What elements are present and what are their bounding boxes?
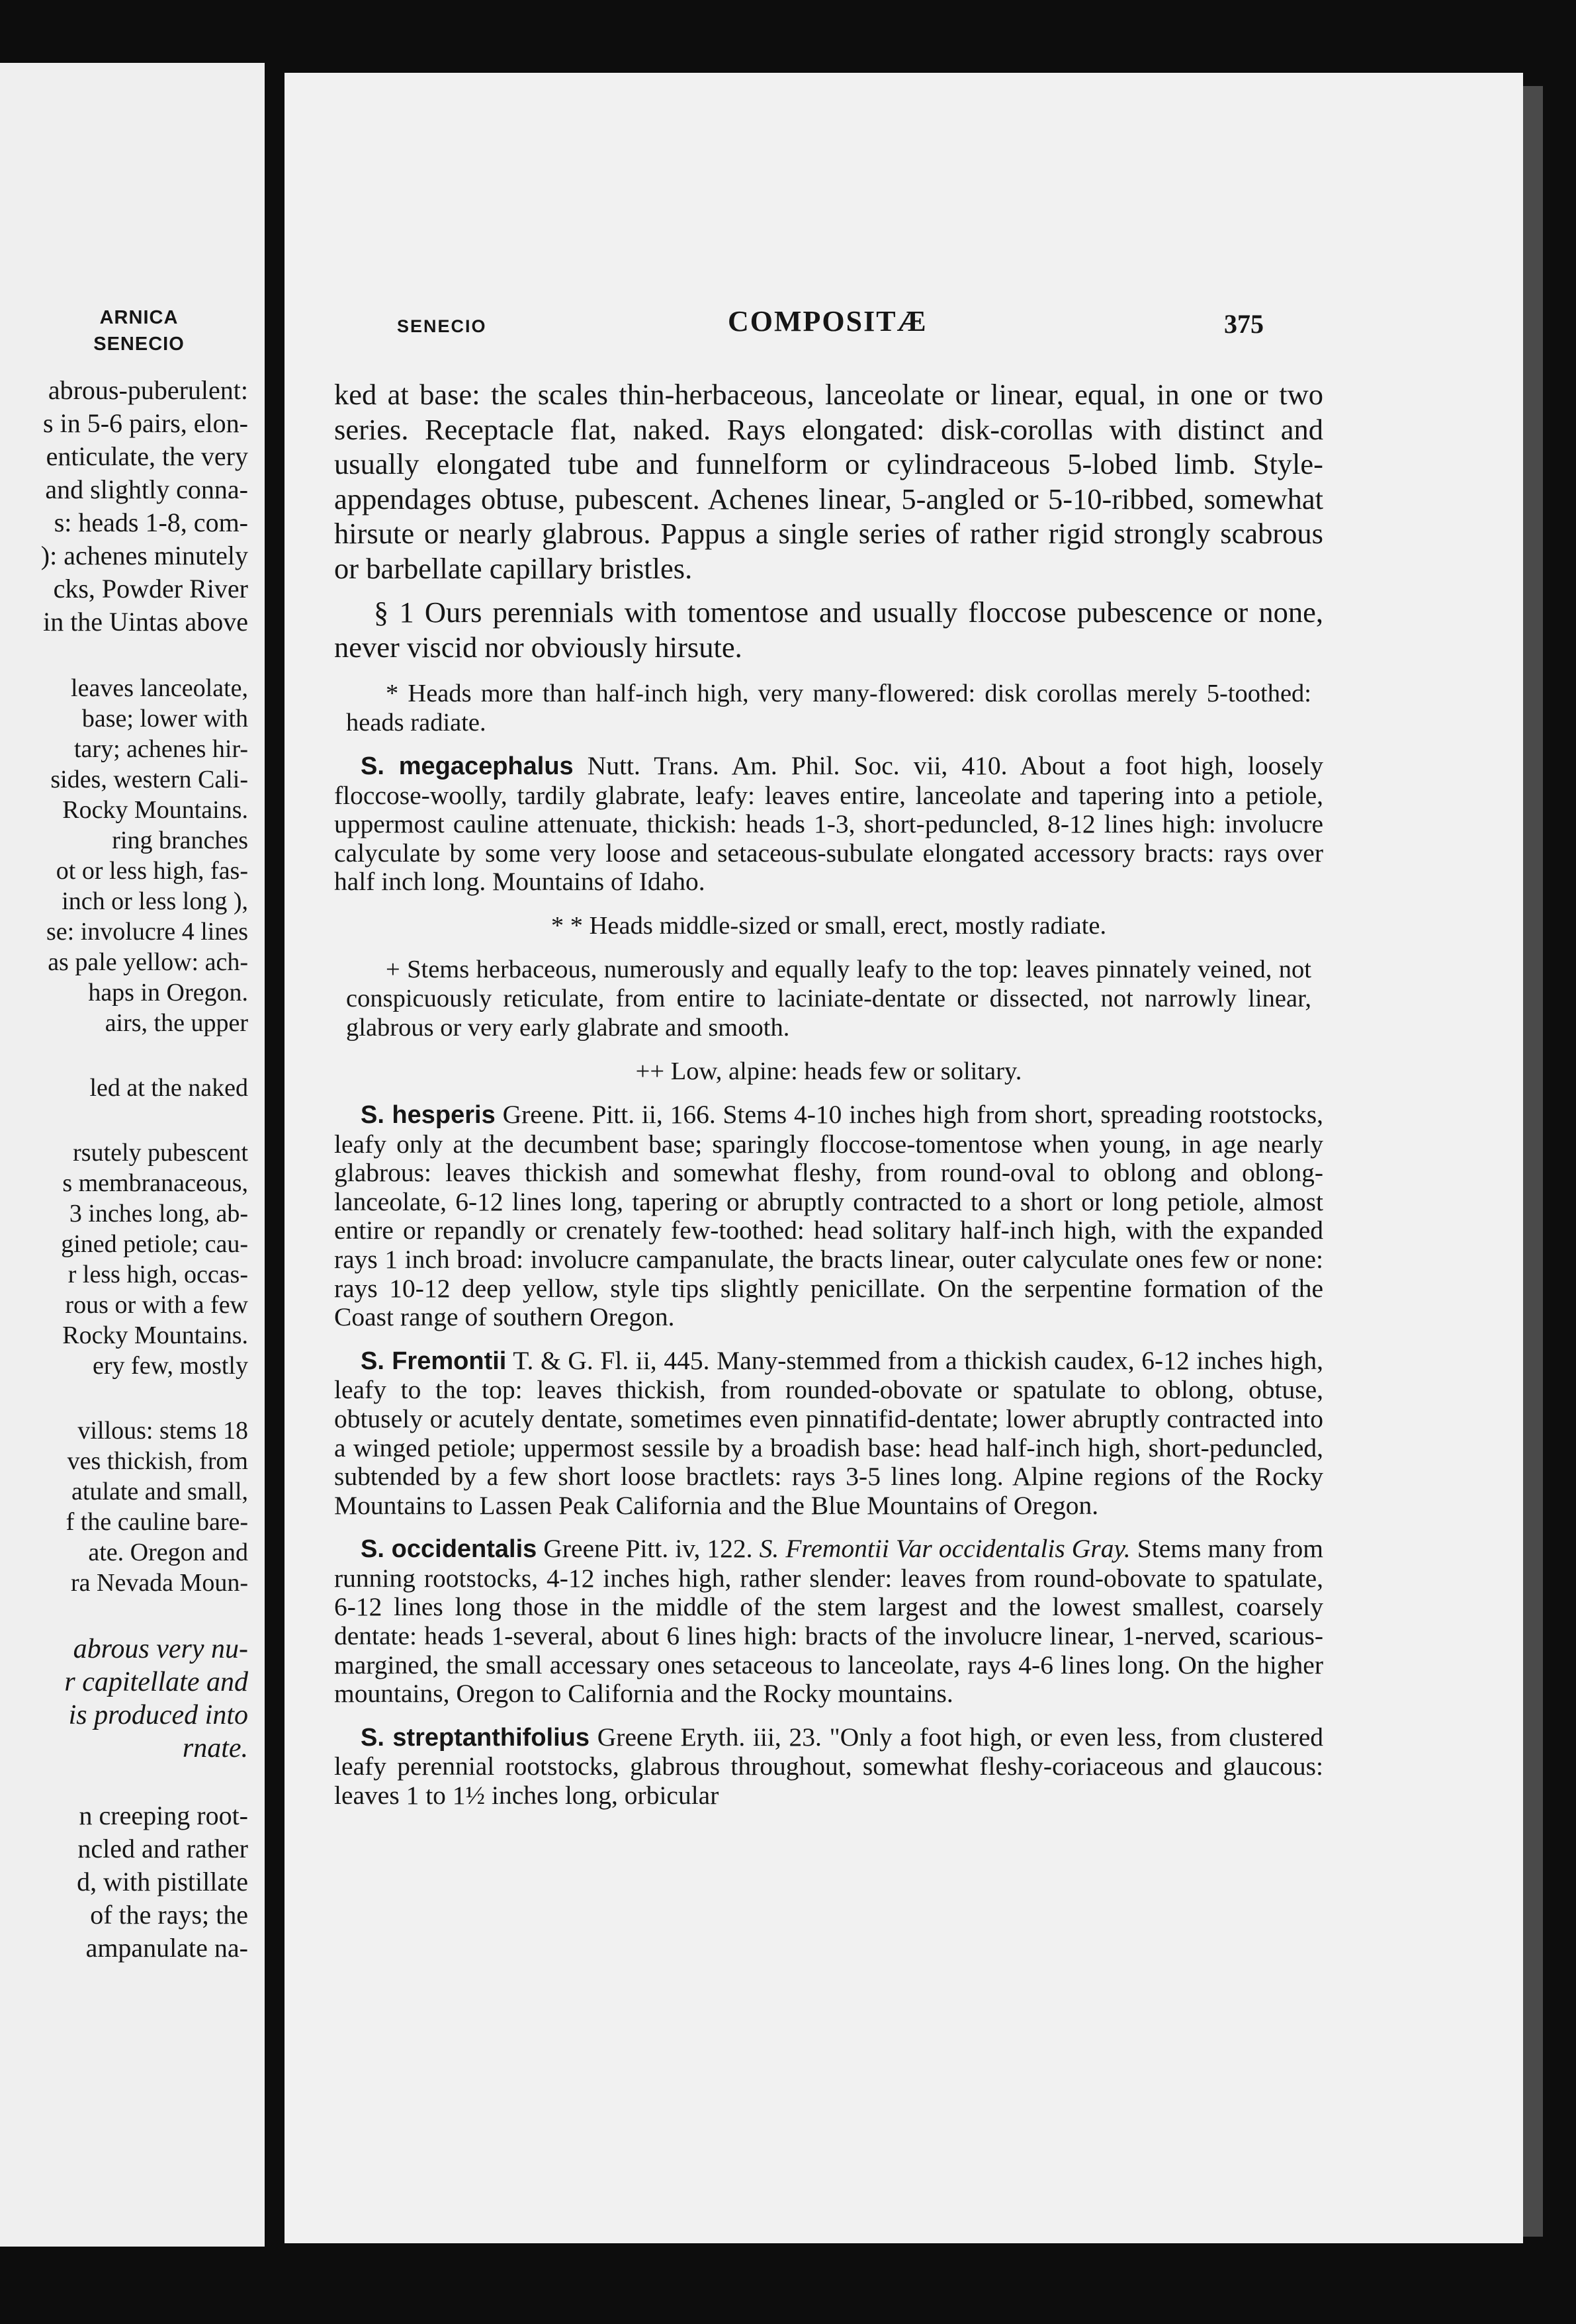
left-text-line: ncled and rather [77, 1834, 248, 1863]
left-text-line: gined petiole; cau- [61, 1230, 248, 1258]
page-body [334, 377, 1323, 1810]
species-name: S. occidentalis [361, 1535, 537, 1564]
left-text-line: led at the naked [89, 1074, 248, 1102]
left-text-line: Rocky Mountains. [62, 796, 248, 824]
left-text-line [0, 1038, 248, 1073]
left-text-line: d, with pistillate [77, 1867, 248, 1897]
species-synonym: S. Fremontii Var occidentalis Gray. [759, 1534, 1131, 1564]
left-header-line-1: ARNICA [99, 307, 179, 328]
left-page-header [86, 304, 192, 357]
left-text-line: ra Nevada Moun- [70, 1569, 248, 1597]
left-text-line [0, 639, 248, 673]
left-text-line: base; lower with [81, 705, 248, 733]
key-low-alpine: ++ Low, alpine: heads few or solitary. [635, 1057, 1022, 1085]
species-name: S. streptanthifolius [361, 1723, 590, 1752]
species-citation: Greene Pitt. iv, 122. [543, 1534, 753, 1564]
left-text-line: abrous-puberulent: [48, 375, 248, 405]
left-text-line: ): achenes minutely [40, 541, 248, 570]
species-entry-occidentalis [334, 1535, 1323, 1709]
species-text: Greene Eryth. iii, 23. "Only a foot high, or even less, from clustered leafy perennial rootstocks, glabrous throughout, somewhat fleshy-coriaceous and glaucous: leaves 1 to 1½ inches long, orbicular [334, 1722, 1323, 1810]
left-text-line: s membranaceous, [62, 1169, 248, 1197]
left-text-line: cks, Powder River [53, 574, 248, 603]
left-text-line: is produced into [68, 1700, 248, 1730]
section-heading: § 1 Ours perennials with tomentose and usually floccose pubescence or none, never viscid nor obviously hirsute. [334, 596, 1323, 664]
species-entry-hesperis [334, 1100, 1323, 1332]
left-text-line: atulate and small, [71, 1478, 248, 1505]
left-header-line-2: SENECIO [93, 334, 185, 355]
left-text-line: n creeping root- [79, 1801, 248, 1830]
left-text-line [0, 1598, 248, 1632]
running-head-genus: SENECIO [397, 316, 487, 336]
left-text-line: ves thickish, from [67, 1447, 248, 1475]
left-text-line: ate. Oregon and [88, 1539, 248, 1566]
key-stems-herbaceous: + Stems herbaceous, numerously and equally leafy to the top: leaves pinnately veined, not conspicuously reticulate, from entire to laciniate-dentate or dissected, not narrowly linear, glabrous or very early glabrate and smooth. [346, 955, 1311, 1042]
species-text: T. & G. Fl. ii, 445. Many-stemmed from a thickish caudex, 6-12 inches high, leafy to the top: leaves thickish, from rounded-obovate or spatulate to oblong, obtuse, obtusely or acutely dentate, sometimes even pinnatifid-dentate; lower abruptly contracted into a winged petiole; uppermost sessile by a broadish base: head half-inch high, short-peduncled, subtended by a few short loose bractlets: rays 3-5 lines long. Alpine regions of the Rocky Mountains to Lassen Peak California and the Blue Mountains of Oregon. [334, 1345, 1324, 1520]
left-text-line: s: heads 1-8, com- [54, 508, 248, 537]
left-page-text [0, 374, 248, 1965]
left-text-line: enticulate, the very [46, 441, 248, 471]
running-head-family: COMPOSITÆ [728, 305, 928, 337]
species-name: S. Fremontii [361, 1347, 507, 1375]
left-text-line [0, 1103, 248, 1138]
species-text: Stems many from running rootstocks, 4-12 inches high, rather slender: leaves from round-obovate to spatulate, 6-12 lines long those in the middle of the stem largest and the lowest smallest, coarsely dentate: heads 1-several, about 6 lines high: bracts of the involucre linear, 1-nerved, scarious-margined, the small accessary ones setaceous to lanceolate, rays 4-6 lines long. On the higher mountains, Oregon to California and the Rocky mountains. [334, 1534, 1324, 1709]
left-text-line: s in 5-6 pairs, elon- [43, 408, 248, 438]
species-entry-streptanthifolius [334, 1723, 1323, 1810]
key-heads-large: * Heads more than half-inch high, very many-flowered: disk corollas merely 5-toothed: heads radiate. [346, 680, 1311, 737]
left-text-line: abrous very nu- [73, 1634, 248, 1664]
species-name: S. hesperis [361, 1100, 496, 1129]
species-entry-fremontii [334, 1347, 1323, 1521]
left-text-line: sides, western Cali- [50, 766, 248, 793]
left-text-line: inch or less long ), [62, 887, 248, 915]
left-text-line: f the cauline bare- [66, 1508, 248, 1536]
left-text-line: rous or with a few [65, 1291, 248, 1319]
left-text-line [0, 1765, 248, 1799]
left-text-line: and slightly conna- [45, 474, 248, 504]
left-text-line: r less high, occas- [67, 1261, 248, 1288]
left-text-line: ot or less high, fas- [56, 857, 248, 885]
species-name: S. megacephalus [361, 752, 574, 780]
right-page [285, 73, 1523, 2243]
left-text-line: 3 inches long, ab- [69, 1200, 248, 1228]
key-heads-middle-sized: * * Heads middle-sized or small, erect, mostly radiate. [550, 911, 1107, 940]
left-text-line: ery few, mostly [93, 1352, 248, 1380]
left-text-line: in the Uintas above [43, 607, 248, 637]
left-text-line: ring branches [112, 827, 248, 854]
left-text-line [0, 1381, 248, 1415]
running-header [285, 304, 1523, 344]
page-number: 375 [1224, 309, 1264, 339]
left-text-line: se: involucre 4 lines [46, 918, 248, 946]
genus-description-continued: ked at base: the scales thin-herbaceous, lanceolate or linear, equal, in one or two series. Receptacle flat, naked. Rays elongated: disk-corollas with distinct and usually elongated tube and funnelform or cylindraceous 5-lobed limb. Style-appendages obtuse, pubescent. Achenes linear, 5-angled or 5-10-ribbed, somewhat hirsute or nearly glabrous. Pappus a single series of rather rigid strongly scabrous or barbellate capillary bristles. [334, 378, 1323, 585]
species-text: Greene. Pitt. ii, 166. Stems 4-10 inches high from short, spreading rootstocks, leafy only at the decumbent base; sparingly floccose-tomentose when young, in age nearly glabrous: leaves thickish and somewhat fleshy, from round-oval to oblong and oblong-lanceolate, 6-12 lines long, tapering or abruptly contracted to a short or long petiole, almost entire or repandly or crenately few-toothed: head solitary half-inch high, with the expanded rays 1 inch broad: involucre campanulate, the bracts linear, outer calyculate ones few or none: rays 10-12 deep yellow, style tips slightly penicillate. On the serpentine formation of the Coast range of southern Oregon. [334, 1099, 1324, 1332]
species-entry-megacephalus [334, 752, 1323, 897]
species-text: Nutt. Trans. Am. Phil. Soc. vii, 410. About a foot high, loosely floccose-woolly, tardily glabrate, leafy: leaves entire, lanceolate and tapering into a petiole, uppermost cauline attenuate, thickish: heads 1-3, short-peduncled, 8-12 lines high: involucre calyculate by some very loose and setaceous-subulate elongated accessory bracts: rays over half inch long. Mountains of Idaho. [334, 751, 1323, 897]
left-text-line: villous: stems 18 [77, 1417, 248, 1445]
left-text-line: ampanulate na- [85, 1933, 248, 1963]
left-text-line: haps in Oregon. [88, 979, 248, 1006]
left-text-line: leaves lanceolate, [71, 674, 248, 702]
left-text-line: tary; achenes hir- [74, 735, 248, 763]
left-text-line: rnate. [182, 1733, 248, 1764]
left-text-line: airs, the upper [105, 1009, 248, 1037]
left-text-line: Rocky Mountains. [62, 1321, 248, 1349]
left-text-line: as pale yellow: ach- [48, 948, 248, 976]
left-text-line: of the rays; the [90, 1900, 248, 1930]
left-page-fragment [0, 63, 265, 2247]
left-text-line: r capitellate and [64, 1667, 248, 1697]
left-text-line: rsutely pubescent [73, 1139, 248, 1167]
